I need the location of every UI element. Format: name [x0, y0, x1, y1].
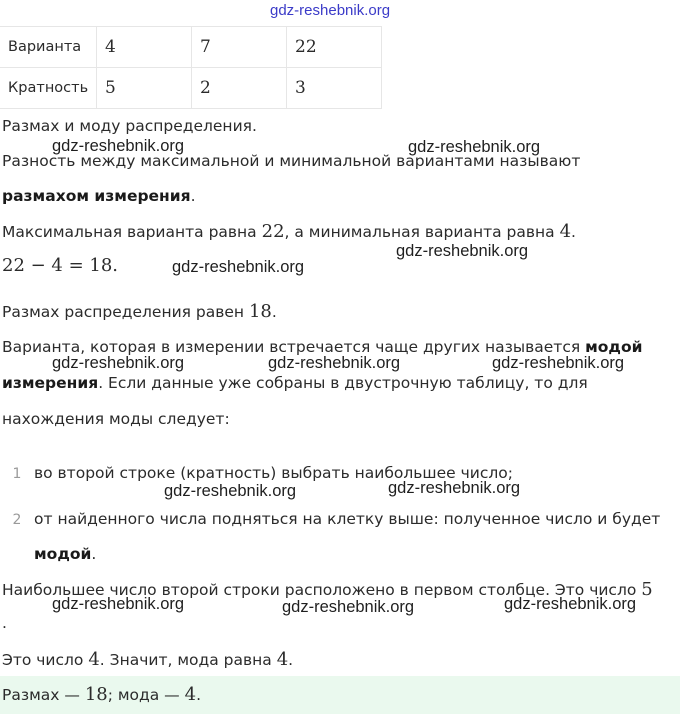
value-range: 18: [248, 301, 272, 322]
paragraph-mode-def-3: нахождения моды следует:: [2, 410, 230, 428]
text: Варианта, которая в измерении встречается чаще других называется: [2, 338, 586, 356]
text: ; мода —: [107, 686, 185, 704]
text: . Если данные уже собраны в двустрочную таблицу, то для: [98, 374, 588, 392]
watermark: gdz-reshebnik.org: [172, 258, 305, 276]
punct: .: [271, 303, 277, 321]
period: .: [2, 614, 7, 632]
table-cell: 4: [97, 27, 192, 68]
value-five: 5: [641, 579, 653, 600]
formula: 22 − 4 = 18.: [2, 255, 119, 276]
term-mode: модой: [34, 545, 92, 563]
watermark: gdz-reshebnik.org: [164, 482, 297, 500]
table-cell: 5: [97, 68, 192, 109]
list-number: 1: [12, 466, 22, 482]
paragraph-mode-result: [2, 649, 293, 670]
punct: .: [288, 651, 294, 669]
text: Размах —: [2, 686, 85, 704]
table-cell: 7: [192, 27, 287, 68]
table-cell-label: Кратность: [0, 68, 97, 109]
watermark: gdz-reshebnik.org: [408, 138, 541, 156]
answer-range: 18: [84, 684, 108, 705]
table-cell: 3: [287, 68, 382, 109]
watermark-top: gdz-reshebnik.org: [270, 2, 391, 19]
punct: .: [91, 545, 97, 563]
table-cell-label: Варианта: [0, 27, 97, 68]
term-measurement: измерения: [2, 374, 99, 392]
watermark: gdz-reshebnik.org: [52, 354, 185, 372]
table-row-variant: [0, 27, 382, 68]
answer-box: [0, 676, 680, 714]
punct: .: [571, 223, 576, 241]
paragraph-range-result: [2, 301, 277, 322]
answer-mode: 4: [184, 684, 197, 705]
watermark: gdz-reshebnik.org: [396, 242, 529, 260]
paragraph-mode-def-2: [2, 374, 588, 392]
watermark: gdz-reshebnik.org: [504, 595, 637, 613]
heading: Размах и моду распределения.: [2, 117, 257, 135]
punct: .: [190, 187, 196, 205]
text: Размах распределения равен: [2, 303, 249, 321]
text: , а минимальная варианта равна: [284, 223, 560, 241]
watermark: gdz-reshebnik.org: [282, 598, 415, 616]
paragraph-range-term: [2, 187, 196, 205]
distribution-table: [0, 26, 382, 109]
watermark: gdz-reshebnik.org: [388, 479, 521, 497]
term-range: размахом измерения: [2, 187, 191, 205]
paragraph-max-min: [2, 221, 576, 242]
list-number: 2: [12, 512, 22, 528]
table-row-multiplicity: [0, 68, 382, 109]
text: . Значит, мода равна: [99, 651, 277, 669]
punct: .: [196, 686, 202, 704]
list-item: [0, 510, 660, 528]
list-item-continuation: [34, 545, 96, 563]
paragraph-range-def: Разность между максимальной и минимальной вариантами называют: [2, 152, 581, 170]
watermark: gdz-reshebnik.org: [52, 137, 185, 155]
value-min: 4: [559, 221, 572, 242]
value-mode: 4: [276, 649, 289, 670]
list-text: от найденного числа подняться на клетку выше: полученное число и будет: [34, 510, 661, 528]
table-cell: 22: [287, 27, 382, 68]
watermark: gdz-reshebnik.org: [268, 354, 401, 372]
value-four: 4: [88, 649, 100, 670]
watermark: gdz-reshebnik.org: [492, 354, 625, 372]
text: Наибольшее число второй строки расположено в первом столбце. Это число: [2, 581, 642, 599]
value-max: 22: [261, 221, 285, 242]
list-text: во второй строке (кратность) выбрать наибольшее число;: [34, 464, 513, 482]
table-cell: 2: [192, 68, 287, 109]
term-mode: модой: [585, 338, 643, 356]
watermark: gdz-reshebnik.org: [52, 595, 185, 613]
text: Максимальная варианта равна: [2, 223, 262, 241]
text: Это число: [2, 651, 89, 669]
